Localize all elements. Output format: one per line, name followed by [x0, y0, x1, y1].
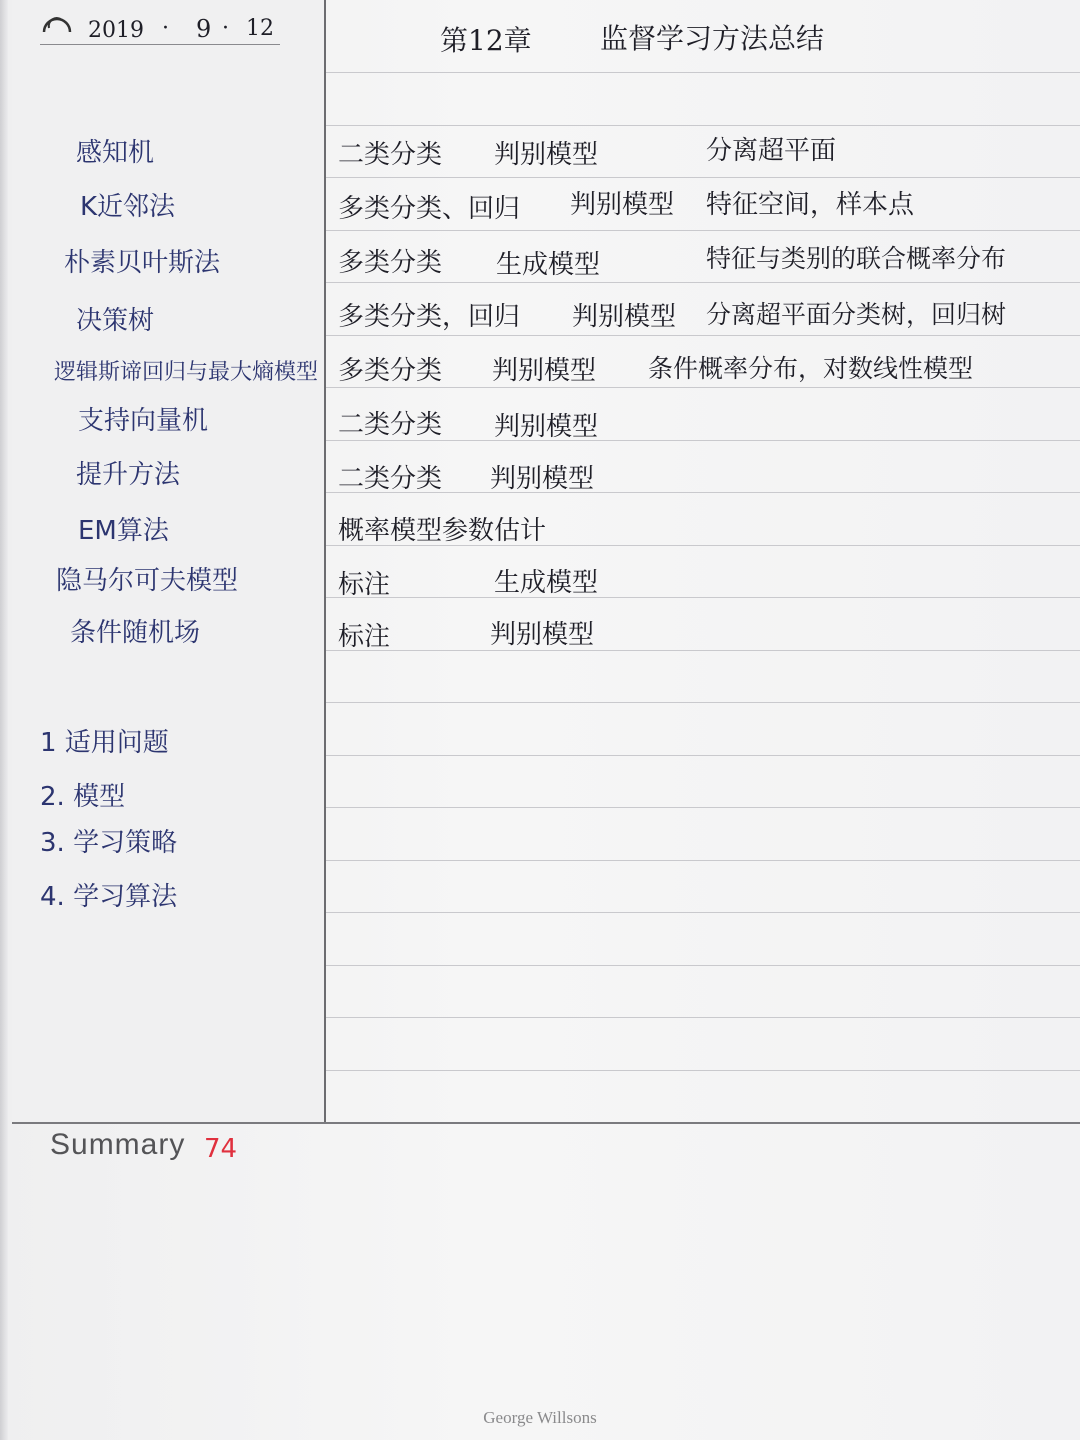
- row-model: 判别模型: [494, 140, 599, 170]
- moon-icon: [40, 10, 74, 36]
- ruled-line: [326, 1070, 1080, 1071]
- ruled-line: [326, 650, 1080, 651]
- row-model: 判别模型: [490, 464, 595, 494]
- row-model: 生成模型: [494, 568, 599, 598]
- row-task: 标注: [338, 570, 391, 600]
- ruled-line: [326, 755, 1080, 756]
- ruled-line: [326, 335, 1080, 336]
- method-name: 提升方法: [76, 460, 181, 490]
- method-name: 感知机: [76, 138, 155, 168]
- summary-label: Summary: [50, 1128, 186, 1161]
- row-task: 多类分类、回归: [338, 194, 521, 224]
- ruled-line: [326, 597, 1080, 598]
- ruled-line: [326, 387, 1080, 388]
- page-title: 监督学习方法总结: [600, 22, 825, 55]
- row-model: 判别模型: [570, 190, 675, 220]
- binding-edge: [0, 0, 8, 1440]
- ruled-line: [326, 282, 1080, 283]
- row-note: 特征空间，样本点: [706, 190, 915, 220]
- method-name: 支持向量机: [78, 406, 209, 436]
- row-task: 二类分类: [338, 410, 443, 440]
- date-month: 9: [196, 15, 212, 43]
- row-model: 判别模型: [572, 302, 677, 332]
- method-name: 条件随机场: [70, 618, 201, 648]
- method-name: 隐马尔可夫模型: [56, 566, 239, 596]
- row-note: 条件概率分布，对数线性模型: [648, 354, 974, 383]
- row-model: 判别模型: [490, 620, 595, 650]
- row-note: 分离超平面: [706, 136, 837, 166]
- row-task: 标注: [338, 622, 391, 652]
- row-model: 判别模型: [494, 412, 599, 442]
- ruled-line: [326, 230, 1080, 231]
- aspect-item: 1 适用问题: [40, 728, 169, 758]
- ruled-line: [326, 702, 1080, 703]
- method-name: 逻辑斯谛回归与最大熵模型: [54, 360, 319, 385]
- row-note: 特征与类别的联合概率分布: [706, 244, 1007, 273]
- aspect-item: 3. 学习策略: [40, 828, 178, 858]
- row-task: 多类分类: [338, 356, 443, 386]
- row-task: 概率模型参数估计: [338, 516, 547, 546]
- chapter-label: 第12章: [440, 24, 532, 57]
- row-task: 二类分类: [338, 140, 443, 170]
- brand-footer: George Willsons: [483, 1408, 597, 1427]
- ruled-line: [326, 912, 1080, 913]
- date-dot: ·: [222, 16, 229, 41]
- date-underline: [40, 44, 280, 45]
- ruled-line: [326, 1017, 1080, 1018]
- aspect-item: 4. 学习算法: [40, 882, 178, 912]
- row-note: 分离超平面分类树，回归树: [706, 300, 1007, 329]
- row-task: 多类分类，回归: [338, 302, 521, 332]
- date-day: 12: [246, 16, 274, 41]
- date-year: 2019: [88, 18, 144, 43]
- method-name: 朴素贝叶斯法: [64, 248, 221, 278]
- ruled-line: [326, 860, 1080, 861]
- ruled-line: [326, 807, 1080, 808]
- method-name: K近邻法: [80, 192, 176, 222]
- date-dot: ·: [162, 16, 169, 41]
- ruled-line: [326, 125, 1080, 126]
- score-mark: 74: [204, 1134, 238, 1164]
- method-name: EM算法: [78, 516, 169, 546]
- ruled-line: [326, 72, 1080, 73]
- ruled-line: [326, 177, 1080, 178]
- ruled-line: [326, 440, 1080, 441]
- summary-divider: [12, 1122, 1080, 1124]
- row-task: 二类分类: [338, 464, 443, 494]
- aspect-item: 2. 模型: [40, 782, 126, 812]
- row-task: 多类分类: [338, 248, 443, 278]
- row-model: 生成模型: [496, 250, 601, 280]
- column-divider: [324, 0, 326, 1122]
- row-model: 判别模型: [492, 356, 597, 386]
- method-name: 决策树: [76, 306, 155, 336]
- cue-column: [12, 0, 324, 1122]
- ruled-line: [326, 965, 1080, 966]
